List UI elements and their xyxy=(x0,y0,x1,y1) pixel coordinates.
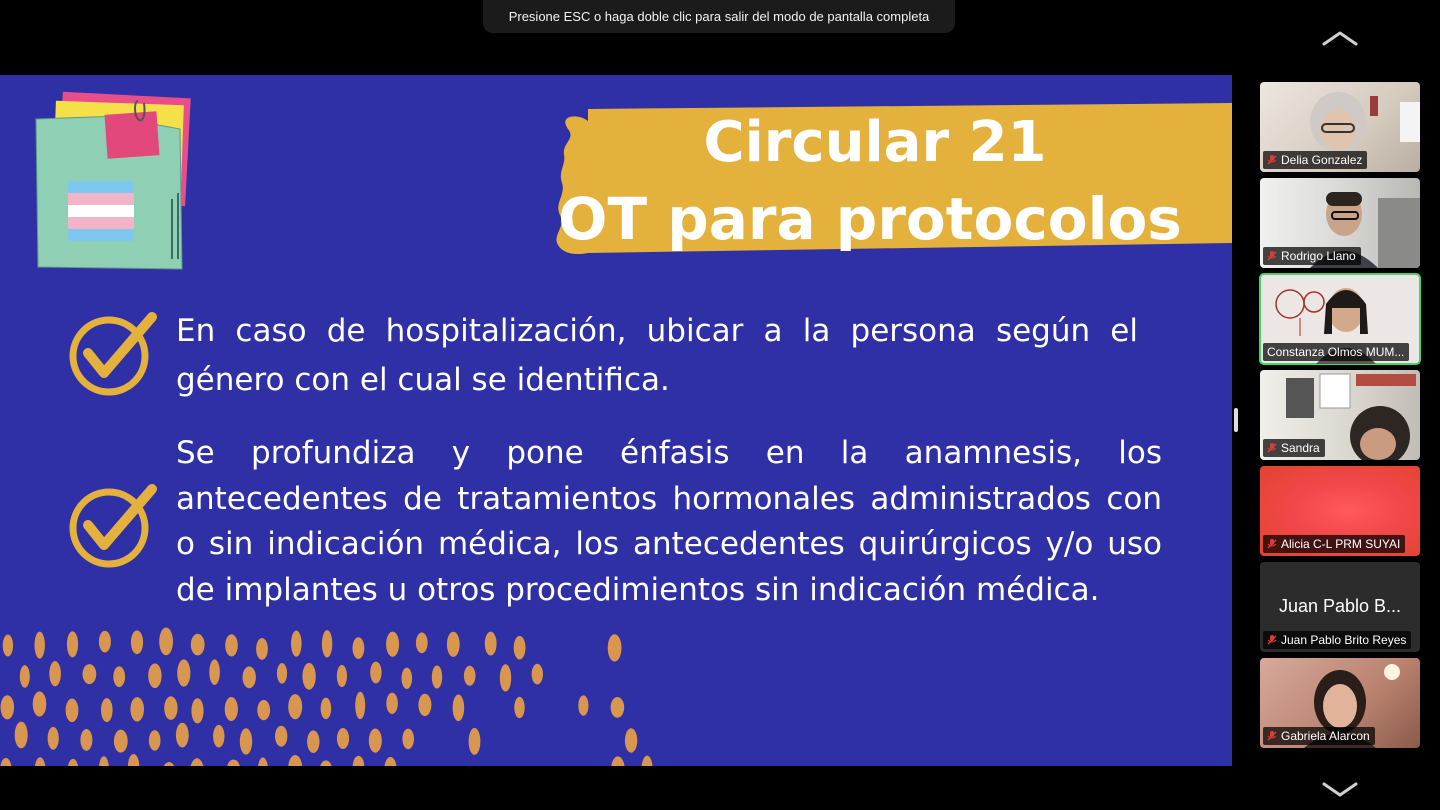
decorative-dot xyxy=(447,632,460,657)
participant-name-label: Gabriela Alarcon xyxy=(1263,727,1375,745)
decorative-dot xyxy=(464,666,476,686)
decorative-dot xyxy=(35,757,46,766)
decorative-dot xyxy=(321,698,332,720)
decorative-dot xyxy=(432,665,442,688)
decorative-dot xyxy=(611,697,625,718)
decorative-dot xyxy=(67,631,78,657)
participant-name-label: Sandra xyxy=(1263,439,1325,457)
decorative-dot xyxy=(320,760,333,766)
presentation-slide xyxy=(0,75,1232,766)
decorative-dot xyxy=(35,632,45,659)
decorative-dot xyxy=(20,665,30,688)
decorative-dot xyxy=(500,664,511,691)
decorative-dot xyxy=(402,668,413,689)
decorative-dot xyxy=(532,664,543,685)
mic-muted-icon xyxy=(1267,539,1277,549)
slide-title-line1: Circular 21 xyxy=(703,110,1047,175)
decorative-dot xyxy=(307,730,319,753)
decorative-dot xyxy=(243,666,256,688)
participant-name-label: Juan Pablo Brito Reyes xyxy=(1263,631,1411,649)
decorative-dot xyxy=(114,730,128,753)
decorative-dot xyxy=(353,637,365,659)
participant-tile[interactable] xyxy=(1260,370,1420,460)
decorative-dot xyxy=(148,663,161,688)
decorative-dot xyxy=(322,630,332,657)
fullscreen-notice: Presione ESC o haga doble clic para salir del modo de pantalla completa xyxy=(483,0,955,33)
decorative-dot xyxy=(131,630,143,654)
slide-title xyxy=(560,105,1220,257)
decorative-dot xyxy=(0,758,11,766)
decorative-dot xyxy=(164,696,177,720)
decorative-dot xyxy=(611,756,625,766)
resize-handle[interactable] xyxy=(1234,408,1238,432)
chevron-down-icon[interactable] xyxy=(1322,782,1358,798)
decorative-dot xyxy=(277,663,287,684)
decorative-dot xyxy=(130,697,144,721)
decorative-dot xyxy=(176,723,189,748)
decorative-dot xyxy=(225,697,238,721)
decorative-dot xyxy=(256,638,268,660)
decorative-dot xyxy=(355,692,365,720)
decorative-dot xyxy=(578,695,588,715)
decorative-dot xyxy=(227,760,241,767)
decorative-dot xyxy=(642,756,653,766)
decorative-dot xyxy=(99,756,109,766)
participant-tile[interactable] xyxy=(1260,178,1420,268)
decorative-dot xyxy=(469,728,481,755)
decorative-dot xyxy=(101,698,113,722)
decorative-dot xyxy=(514,697,524,718)
decorative-dot xyxy=(514,636,526,660)
mic-muted-icon xyxy=(1267,251,1277,261)
mic-muted-icon xyxy=(1267,155,1277,165)
decorative-dot xyxy=(159,628,173,656)
decorative-dot xyxy=(213,725,224,748)
decorative-dots xyxy=(0,615,660,766)
participant-tile-active[interactable] xyxy=(1260,274,1420,364)
check-circle-icon xyxy=(66,311,158,397)
bullet-text: En caso de hospitalización, ubicar a la persona según el género con el cual se identifica. xyxy=(176,313,1138,398)
decorative-dot xyxy=(15,722,28,749)
decorative-dot xyxy=(80,729,92,751)
decorative-dot xyxy=(177,659,190,686)
decorative-dot xyxy=(608,634,622,661)
decorative-dot xyxy=(128,754,139,766)
decorative-dot xyxy=(369,729,382,753)
decorative-dot xyxy=(418,694,431,716)
decorative-dot xyxy=(99,631,111,653)
decorative-dot xyxy=(275,726,287,747)
decorative-dot xyxy=(3,635,13,657)
decorative-dot xyxy=(337,728,349,749)
decorative-dot xyxy=(68,759,78,766)
decorative-dot xyxy=(386,632,399,657)
decorative-dot xyxy=(258,757,268,766)
decorative-dot xyxy=(288,755,302,766)
decorative-dot xyxy=(416,632,428,653)
participant-name-label: Constanza Olmos MUM... xyxy=(1263,343,1409,361)
decorative-dot xyxy=(291,631,302,657)
decorative-dot xyxy=(240,728,252,754)
slide-title-line2: OT para protocolos xyxy=(558,185,1182,253)
folder-illustration-icon xyxy=(30,89,195,279)
check-circle-icon xyxy=(66,483,158,569)
decorative-dot xyxy=(191,698,203,723)
decorative-dot xyxy=(288,694,302,719)
participant-name-label: Rodrigo Llano xyxy=(1263,247,1361,265)
bullet-text: Se profundiza y pone énfasis en la anamnesis, los antecedentes de tratamientos hormonales administrados con o sin indicación médica, los antecedentes quirúrgicos y/o uso de implantes u otros procedimientos sin indicación médica. xyxy=(176,435,1162,608)
decorative-dot xyxy=(191,634,205,656)
decorative-dot xyxy=(49,661,61,686)
mic-muted-icon xyxy=(1267,635,1277,645)
decorative-dot xyxy=(225,634,238,656)
participant-name-label: Delia Gonzalez xyxy=(1263,151,1367,169)
decorative-dot xyxy=(113,666,125,687)
decorative-dot xyxy=(370,662,381,684)
decorative-dot xyxy=(209,659,220,685)
mic-muted-icon xyxy=(1267,443,1277,453)
decorative-dot xyxy=(190,758,204,766)
decorative-dot xyxy=(337,665,347,687)
decorative-dot xyxy=(149,730,161,751)
decorative-dot xyxy=(1,695,15,719)
decorative-dot xyxy=(384,757,396,766)
mic-muted-icon xyxy=(1267,731,1277,741)
decorative-dot xyxy=(625,728,637,752)
chevron-up-icon[interactable] xyxy=(1322,30,1358,46)
decorative-dot xyxy=(48,727,59,750)
decorative-dot xyxy=(485,632,497,656)
decorative-dot xyxy=(353,756,364,766)
participant-tile[interactable] xyxy=(1260,658,1420,748)
decorative-dot xyxy=(402,729,414,750)
decorative-dot xyxy=(453,695,465,722)
decorative-dot xyxy=(162,762,175,766)
participant-name-label: Alicia C-L PRM SUYAI xyxy=(1263,535,1405,553)
participant-tile[interactable] xyxy=(1260,466,1420,556)
decorative-dot xyxy=(66,699,79,723)
decorative-dot xyxy=(386,693,398,714)
participant-tile[interactable] xyxy=(1260,82,1420,172)
decorative-dot xyxy=(33,691,47,716)
decorative-dot xyxy=(83,664,97,684)
decorative-dot xyxy=(302,663,315,690)
participant-tile[interactable] xyxy=(1260,562,1420,652)
decorative-dot xyxy=(257,700,270,720)
participant-display-name: Juan Pablo B... xyxy=(1278,596,1402,616)
